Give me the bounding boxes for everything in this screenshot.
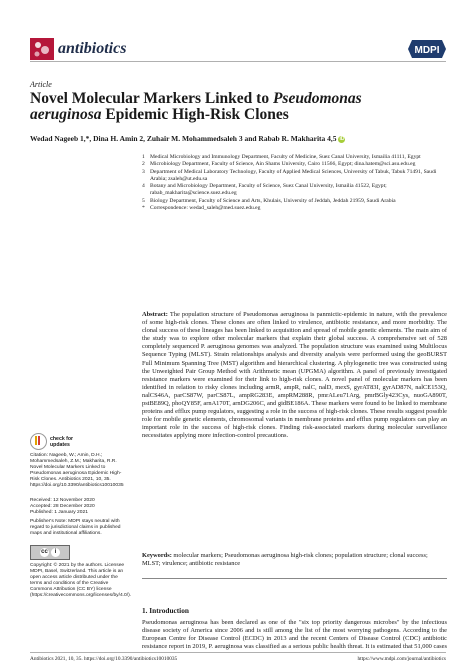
header-divider [30, 61, 446, 62]
received-date: Received: 12 November 2020 [30, 498, 95, 503]
affiliation-item [142, 161, 447, 168]
mdpi-logo-text: MDPI [414, 45, 440, 56]
affiliation-text: Microbiology Department, Faculty of Science, Ain Shams University, Cairo 11566, Egypt; dina.hatem@sci.asu.edu.eg [150, 161, 416, 168]
author-list [30, 134, 345, 143]
affiliation-number: 5 [142, 197, 145, 204]
affiliation-text: Medical Microbiology and Immunology Department, Faculty of Medicine, Suez Canal University, Ismailia 41111, Egypt [150, 154, 421, 160]
affiliation-number: 1 [142, 154, 145, 160]
affiliation-text: Botany and Microbiology Department, Faculty of Science, Suez Canal University, Ismailia 41522, Egypt; rabab_makharita@science.suez.edu.eg [150, 183, 387, 197]
abstract [142, 311, 447, 441]
page-footer [30, 656, 446, 666]
affiliation-item [142, 198, 447, 205]
keywords [142, 552, 447, 568]
title-italic: Pseudomonas aeruginosa [30, 90, 362, 123]
affiliation-text: Biology Department, Faculty of Science and Arts, Khulais, University of Jeddah, Jeddah 21959, Saudi Arabia [150, 197, 396, 204]
article-title [30, 91, 430, 123]
abstract-text: The population structure of Pseudomonas aeruginosa is panmictic-epidemic in nature, with the prevalence of some high-risk clones. These clones are often linked to virulence, antibiotic resistance, and more morbidity. The clonal success of these lineages has been linked to acquisition and spread of mobile genetic elements. The main aim of the study was to explore other molecular markers that explain their global success. A comprehensive set of 528 completely sequenced P. aeruginosa genomes was analyzed. The population structure was examined using Multilocus Sequence Typing (MLST). Strain relationships analysis and diversity analysis were performed using the geoBURST Full Minimum Spanning Tree (MST) algorithm and hierarchical clustering. A phylogenetic tree was constructed using the Unweighted Pair Group Method with Arithmetic mean (UPGMA) algorithm. A panel of previously investigated resistance markers were examined for their link to high-risk clones. A novel panel of molecular markers has been identified in relation to risky clones including armR, ampR, nalC, nalD, mexS, gyrAT83I, gyrAD87N, nalCE153Q, nalCS46A, parCS87W, parCS87L, ampRG283E, ampRM288R, pmrALeu71Arg, pmrBGly423Cys, nuoGA890T, pstBE89Q, phoQY85F, arnA170T, arnDG206C, and gidBE186A. These markers were found to be linked to membrane proteins and efflux pump regulators, suggesting a role in the success of high-risk clones. These results suggest possible role for mobile genetic elements, chromosomal variants in membrane proteins and efflux pump regulators can play an important role in the success of high-risk clones. Finding risk-associated markers during molecular surveillance necessitates applying more infection-control precautions. [142, 311, 447, 440]
updates-icon [30, 433, 47, 450]
footer-citation[interactable]: Antibiotics 2021, 10, 35. https://doi.org/10.3390/antibiotics10010035 [30, 656, 178, 662]
updates-label: check for updates [50, 435, 74, 448]
keywords-text: molecular markers; Pseudomonas aeruginosa high-risk clones; population structure; clonal success; MLST; virulence; antibiotic resistance [142, 552, 428, 568]
affiliation-item [142, 183, 447, 198]
affiliation-number: * [142, 205, 145, 212]
article-type: Article [30, 80, 52, 89]
check-for-updates-button[interactable] [30, 433, 80, 450]
cc-by-license-icon[interactable]: cc i [30, 545, 70, 560]
affiliation-item [142, 169, 447, 184]
journal-logo-icon [30, 38, 54, 60]
authors-text: Wedad Nageeb 1,*, Dina H. Amin 2, Zuhair M. Mohammedsaleh 3 and Rabab R. Makharita 4,5 [30, 134, 337, 143]
affiliation-item [142, 205, 447, 212]
copyright-notice: Copyright: © 2021 by the authors. Licensee MDPI, Basel, Switzerland. This article is an open access article distributed under the terms and conditions of the Creative Commons Attribution (CC BY) license (https://creativecommons.org/licenses/by/4.0/). [30, 563, 132, 599]
citation: Citation: Nageeb, W.; Amin, D.H.; Mohammedsaleh, Z.M.; Makharita, R.R. Novel Molecular Markers Linked to Pseudomonas aeruginosa Epidemic High-Risk Clones. Antibiotics 2021, 10, 35. https://doi.org/10.3390/antibiotics10010035 [30, 453, 124, 489]
introduction-text: Pseudomonas aeruginosa has been declared as one of the "six top priority dangerous microbes" by the infectious disease society of America since 2006 and is still among the list of the most worrying pathogens. According to the European Centre for Disease Control (ECDC) in 2013 and the recent Centers of Disease Control (CDC) antibiotic resistance report in 2019, P. aeruginosa was classified as a serious public health threat. It is estimated that 51,000 cases [142, 619, 447, 651]
footer-divider [30, 652, 446, 653]
affiliation-number: 2 [142, 161, 145, 168]
affiliation-number: 3 [142, 168, 145, 175]
affiliation-text: Department of Medical Laboratory Technology, Faculty of Applied Medical Sciences, University of Tabuk, Tabuk 71491, Saudi Arabia; zsaleh@ut.edu.sa [150, 168, 437, 182]
affiliation-number: 4 [142, 183, 145, 190]
journal-name: antibiotics [58, 40, 127, 57]
title-part2: Epidemic High-Risk Clones [101, 106, 289, 123]
publisher-note-text: Publisher's Note: MDPI stays neutral with regard to jurisdictional claims in published maps and institutional affiliations. [30, 519, 121, 537]
orcid-icon[interactable]: iD [339, 135, 345, 142]
section-heading: 1. Introduction [142, 606, 189, 615]
accepted-date: Accepted: 28 December 2020 [30, 504, 95, 509]
keywords-label: Keywords: [142, 552, 172, 559]
affiliation-text: Correspondence: wedad_saleh@med.suez.edu.eg [150, 205, 261, 212]
affiliations [142, 154, 447, 212]
journal-header [30, 38, 126, 60]
footer-journal-link[interactable]: https://www.mdpi.com/journal/antibiotics [357, 656, 446, 662]
title-part1: Novel Molecular Markers Linked to [30, 90, 273, 107]
mdpi-logo-icon [408, 38, 446, 60]
published-date: Published: 1 January 2021 [30, 510, 88, 515]
abstract-divider [142, 578, 447, 579]
abstract-label: Abstract: [142, 311, 168, 318]
